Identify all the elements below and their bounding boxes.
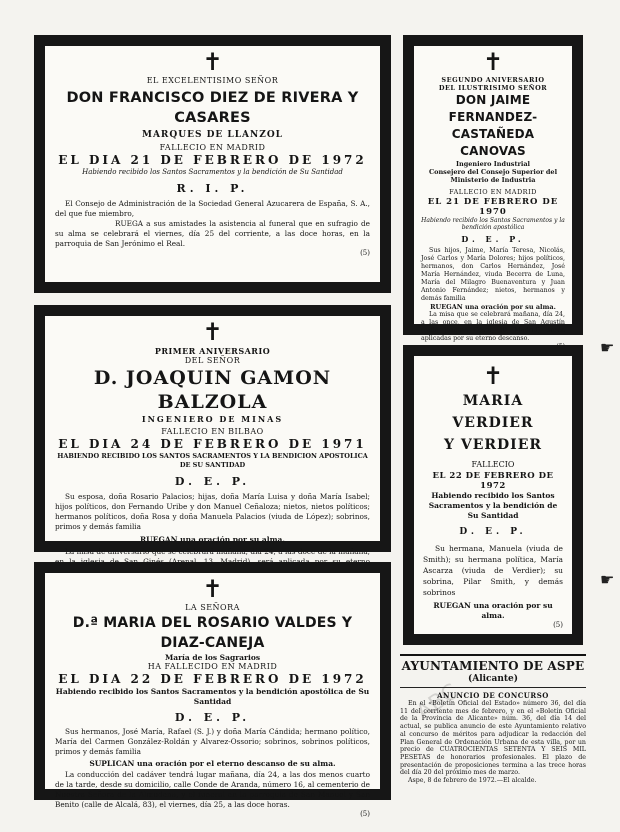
ref-number: (5) bbox=[553, 621, 563, 629]
sacraments-note: Habiendo recibido los Santos Sacramentos y la bendición de Su Santidad bbox=[82, 168, 343, 176]
deceased-name: D.ª MARIA DEL ROSARIO VALDES Y DIAZ-CANEJA bbox=[72, 615, 353, 651]
honorific: EL EXCELENTISIMO SEÑOR bbox=[146, 76, 279, 85]
sacraments-note: Habiendo recibido los Santos Sacramentos y la bendición apostólica bbox=[421, 217, 565, 231]
deceased-name-line1: MARIA VERDIER bbox=[452, 393, 534, 431]
death-place: HA FALLECIDO EN MADRID bbox=[147, 662, 278, 671]
pointer-hand-icon: ☛ bbox=[600, 570, 615, 589]
deceased-name-line2: CASTAÑEDA CANOVAS bbox=[451, 127, 535, 158]
cross-icon: ✝ bbox=[482, 362, 504, 390]
request-text: SUPLICAN una oración por el eterno descanso de su alma. bbox=[89, 759, 336, 768]
profession: INGENIERO DE MINAS bbox=[141, 414, 284, 424]
deceased-name-line1: DON JAIME FERNANDEZ- bbox=[448, 93, 538, 124]
deceased-name-line2: Y VERDIER bbox=[443, 437, 543, 453]
death-place: FALLECIO EN BILBAO bbox=[161, 427, 264, 436]
watermark: ABC bbox=[411, 679, 464, 726]
request-text: RUEGAN una oración por su alma. bbox=[430, 303, 556, 311]
death-place: FALLECIO EN MADRID bbox=[449, 188, 537, 196]
divider bbox=[400, 654, 586, 656]
municipal-notice bbox=[400, 654, 586, 814]
honorific: DEL SEÑOR bbox=[184, 356, 241, 365]
ref-number: (5) bbox=[360, 249, 370, 257]
death-date: EL DIA 24 DE FEBRERO DE 1971 bbox=[58, 437, 367, 451]
cross-icon: ✝ bbox=[202, 48, 223, 76]
ref-number: (5) bbox=[360, 810, 370, 818]
request-text: RUEGAN una oración por su alma. bbox=[433, 601, 553, 620]
death-date: EL 22 DE FEBRERO DE 1972 bbox=[432, 471, 554, 491]
notice-title: AYUNTAMIENTO DE ASPE bbox=[401, 659, 585, 673]
death-date: EL DIA 22 DE FEBRERO DE 1972 bbox=[58, 672, 367, 686]
death-date: EL DIA 21 DE FEBRERO DE 1972 bbox=[58, 153, 367, 167]
obituary-joaquin-gamon bbox=[34, 305, 391, 556]
pointer-hand-icon: ☛ bbox=[600, 338, 615, 357]
notice-body: En el «Boletín Oficial del Estado» número 36, del día 11 del corriente mes de febrero, y en el «Boletín Oficial de la Provincia de Alicante» núm. 36, del día 14 del actual, se publica anuncio de este Ayuntamiento relativo al concurso de méritos para adjudicar la redacción del Plan General de Ordenación Urbana de esta villa, por un precio de CUATROCIENTAS SETENTA Y SEIS MIL PESETAS de honorarios profesionales. El plazo de presentación de proposiciones termina a las trece horas del día 20 del próximo mes de marzo. bbox=[400, 700, 586, 777]
rip: D. E. P. bbox=[459, 527, 527, 537]
body-text: Sus hijos, Jaime, María Teresa, Nicolás, José Carlos y María Dolores; hijos políticos, hermanos, don Carlos Hernández, José María Hernández, viuda Becerra de Luna, María del Milagro Buenaventura y Juan Antonio Fernández; nietos, hermanos y demás familia bbox=[421, 247, 565, 302]
obituary-jaime-fernandez bbox=[403, 35, 583, 342]
cross-icon: ✝ bbox=[202, 318, 223, 346]
rip: D. E. P. bbox=[174, 711, 251, 724]
anniversary-line: SEGUNDO ANIVERSARIO bbox=[441, 76, 545, 84]
body-text: Sus hermanos, José María, Rafael (S. J.) y doña María Cándida; hermano político, María del Carmen González-Roldán y Alvarez-Ossorio; sobrinos, sobrinos políticos, primos y demás familia bbox=[55, 727, 370, 756]
request-text: RUEGA a sus amistades la asistencia al funeral que en sufragio de su alma se celebrará el viernes, día 25 del corriente, a las doce horas, en la parroquia de San Jerónimo el Real. bbox=[55, 219, 370, 248]
obituary-francisco-diez bbox=[34, 35, 391, 293]
body-text: Su hermana, Manuela (viuda de Smith); su hermana política, María Ascarza (viuda de Verdier); su sobrina, Pilar Smith, y demás sobrinos bbox=[423, 544, 563, 597]
request-text: RUEGAN una oración por su alma. bbox=[139, 535, 286, 544]
cross-icon: ✝ bbox=[202, 575, 223, 603]
death-place: FALLECIO bbox=[471, 460, 515, 469]
death-place: FALLECIO EN MADRID bbox=[159, 143, 266, 152]
divider bbox=[400, 687, 586, 688]
profession: Ingeniero Industrial bbox=[455, 160, 531, 168]
rip: R. I. P. bbox=[176, 182, 249, 195]
sacraments-note: HABIENDO RECIBIDO LOS SANTOS SACRAMENTOS Y LA BENDICION APOSTOLICA DE SU SANTIDAD bbox=[57, 452, 368, 469]
cross-icon: ✝ bbox=[482, 48, 504, 76]
mass-text: La misa que se celebrará mañana, día 24, a las once, en la iglesia de San Agustín (calle Joaquín Costa, 10, Madrid), serán aplicadas por su eterno descanso. bbox=[421, 311, 565, 342]
honorific: LA SEÑORA bbox=[185, 603, 240, 612]
deceased-name: DON FRANCISCO DIEZ DE RIVERA Y CASARES bbox=[66, 90, 359, 126]
death-date: EL 21 DE FEBRERO DE 1970 bbox=[427, 197, 559, 217]
noble-title: MARQUES DE LLANZOL bbox=[141, 130, 283, 140]
funeral-text: La conducción del cadáver tendrá lugar mañana, día 24, a las dos menos cuarto de la tarde, desde su domicilio, calle Conde de Aranda, número 16, al cementerio de Nuestra Señora de la Almudena, y el funeral en la parroquia de San Manuel y San Benito (calle de Alcalá, 83), el viernes, día 25, a las doce horas. bbox=[55, 770, 370, 809]
obituary-maria-verdier bbox=[403, 345, 583, 645]
obituary-maria-rosario-valdes bbox=[34, 562, 391, 818]
deceased-name: D. JOAQUIN GAMON BALZOLA bbox=[93, 367, 332, 413]
honorific: DEL ILUSTRISIMO SEÑOR bbox=[438, 84, 548, 92]
notice-signature: Aspe, 8 de febrero de 1972.—El alcalde. bbox=[408, 777, 537, 785]
rip: D. E. P. bbox=[174, 475, 251, 488]
notice-heading: ANUNCIO DE CONCURSO bbox=[437, 691, 549, 700]
sacraments-note: Habiendo recibido los Santos Sacramentos y la bendición de Su Santidad bbox=[428, 491, 558, 520]
sacraments-note: Habiendo recibido los Santos Sacramentos y la bendición apostólica de Su Santidad bbox=[55, 687, 370, 706]
mass-text: La misa de aniversario que se celebrará mañana, día 24, a las doce de la mañana, bbox=[65, 547, 370, 556]
alias: María de los Sagrarios bbox=[164, 653, 261, 662]
anniversary-line: PRIMER ANIVERSARIO bbox=[154, 346, 271, 356]
rip: D. E. P. bbox=[461, 234, 525, 244]
body-text: El Consejo de Administración de la Sociedad General Azucarera de España, S. A., del que fue miembro, bbox=[55, 199, 370, 218]
body-text: Su esposa, doña Rosario Palacios; hijas, doña María Luisa y doña María Isabel; hijos políticos, don Fernando Uribe y don Manuel Ceñaloza; nietos, nietos políticos; hermanos políticos, doña Rosa y doña Manuela Palacios (viuda de López); sobrinos, primos y demás familia bbox=[55, 492, 370, 531]
position: Consejero del Consejo Superior del Ministerio de Industria bbox=[428, 168, 558, 184]
notice-subtitle: (Alicante) bbox=[467, 674, 519, 684]
